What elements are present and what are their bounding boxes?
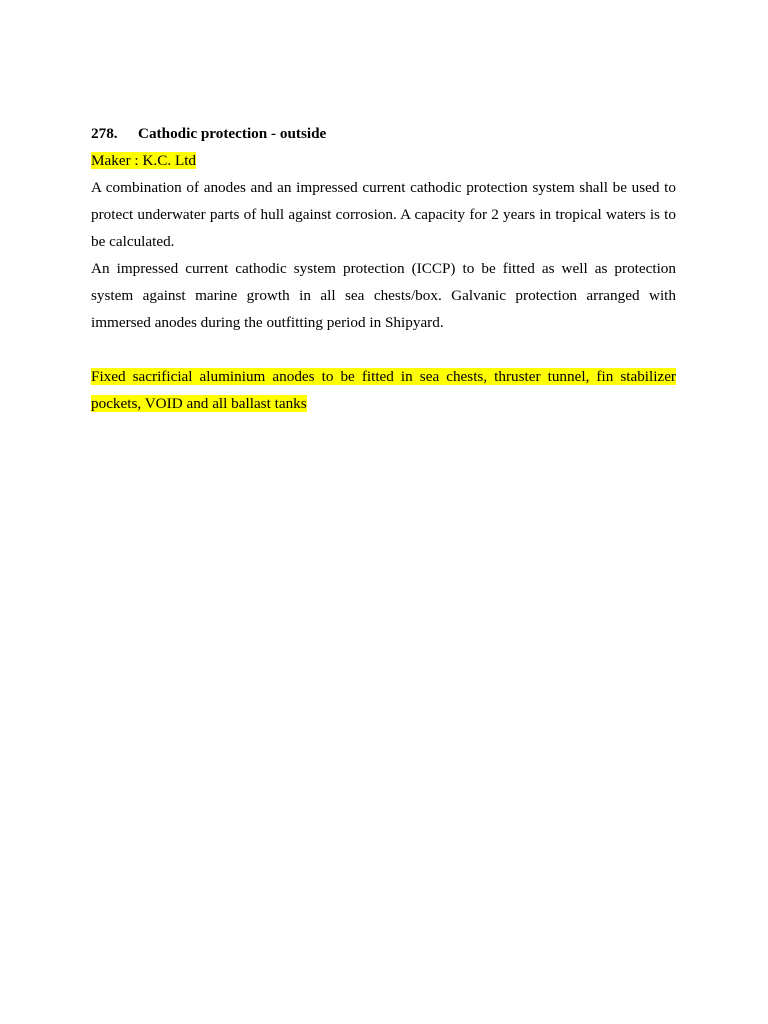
paragraph-spacer — [91, 336, 676, 363]
document-page — [91, 120, 676, 417]
highlighted-note — [91, 363, 676, 417]
section-heading — [91, 120, 676, 147]
paragraph-combination: A combination of anodes and an impressed current cathodic protection system shall be used to protect underwater parts of hull against corrosion. A capacity for 2 years in tropical waters is to be calculated. — [91, 179, 676, 250]
paragraph-iccp: An impressed current cathodic system protection (ICCP) to be fitted as well as protection system against marine growth in all sea chests/box. Galvanic protection arranged with immersed anodes during the outfitting period in Shipyard. — [91, 260, 676, 331]
maker-line — [91, 147, 676, 174]
section-title: Cathodic protection - outside — [138, 125, 327, 142]
highlighted-note-text: Fixed sacrificial aluminium anodes to be fitted in sea chests, thruster tunnel, fin stabilizer pockets, VOID and all ballast tanks — [91, 368, 676, 412]
maker-text: Maker : K.C. Ltd — [91, 152, 197, 169]
section-number: 278. — [91, 125, 118, 142]
